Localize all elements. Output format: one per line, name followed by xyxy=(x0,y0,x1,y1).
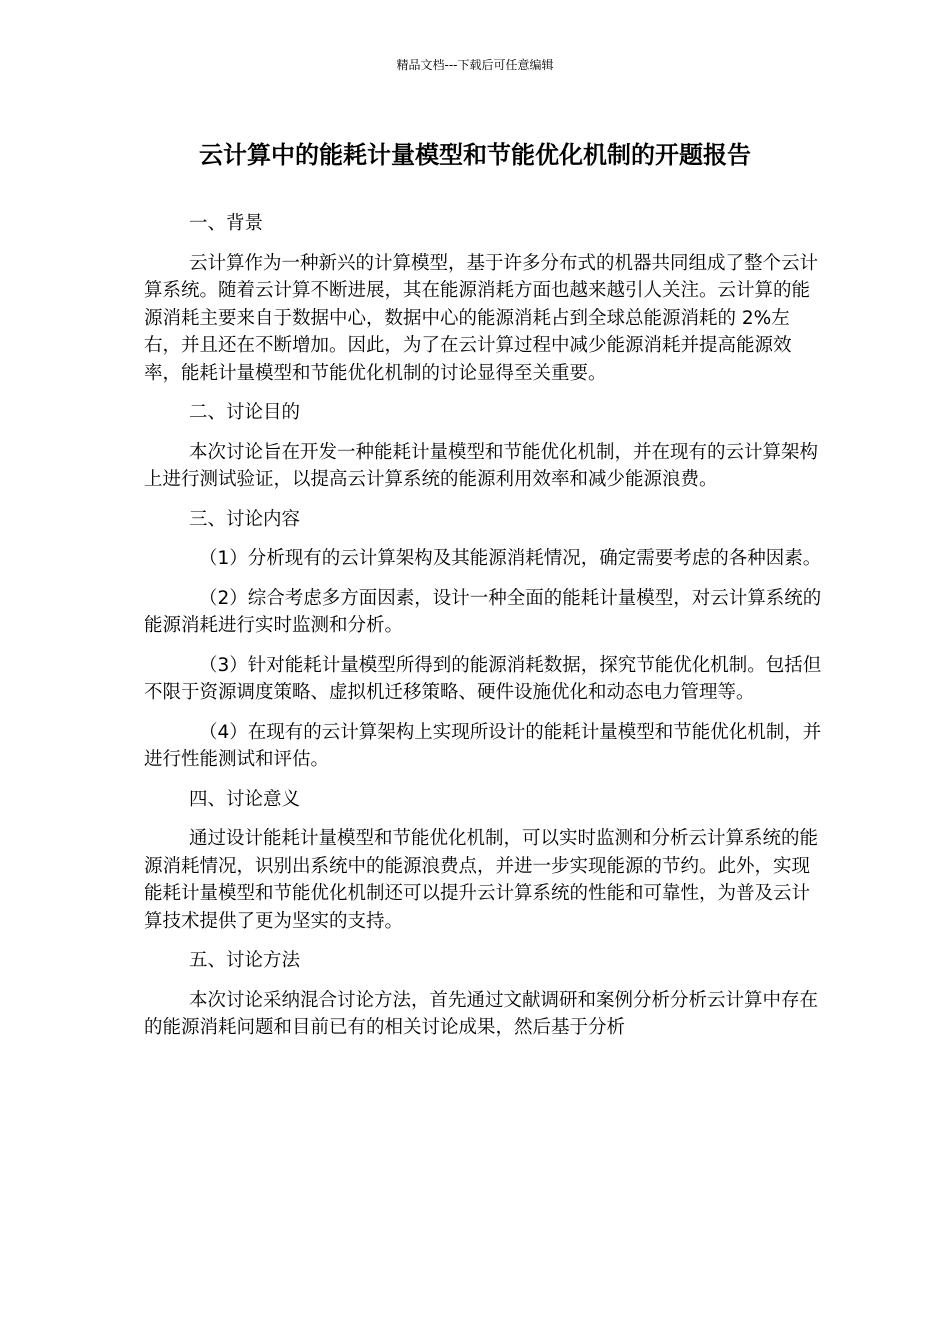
significance-paragraph: 通过设计能耗计量模型和节能优化机制，可以实时监测和分析云计算系统的能源消耗情况，识别出系统中的能源浪费点，并进一步实现能源的节约。此外，实现能耗计量模型和节能优化机制还可以提升云计算系统的性能和可靠性，为普及云计算技术提供了更为坚实的支持。 xyxy=(144,828,819,932)
content-item-4: （4）在现有的云计算架构上实现所设计的能耗计量模型和节能优化机制，并进行性能测试和评估。 xyxy=(144,721,822,770)
section-heading-method: 五、讨论方法 xyxy=(189,950,301,971)
section-heading-content: 三、讨论内容 xyxy=(189,508,301,530)
content-item-1: （1）分析现有的云计算架构及其能源消耗情况，确定需要考虑的各种因素。 xyxy=(199,548,822,569)
page-header-note: 精品文档---下载后可任意编辑 xyxy=(396,58,554,72)
section-heading-purpose: 二、讨论目的 xyxy=(189,402,301,423)
content-item-3: （3）针对能耗计量模型所得到的能源消耗数据，探究节能优化机制。包括但不限于资源调度策略、虚拟机迁移策略、硬件设施优化和动态电力管理等。 xyxy=(144,654,822,703)
content-item-2: （2）综合考虑多方面因素，设计一种全面的能耗计量模型，对云计算系统的能源消耗进行实时监测和分析。 xyxy=(144,587,822,636)
document-title: 云计算中的能耗计量模型和节能优化机制的开题报告 xyxy=(199,141,751,169)
section-heading-significance: 四、讨论意义 xyxy=(189,788,301,810)
document-body xyxy=(144,210,824,1054)
method-paragraph: 本次讨论采纳混合讨论方法，首先通过文献调研和案例分析分析云计算中存在的能源消耗问题和目前已有的相关讨论成果，然后基于分析 xyxy=(144,989,819,1038)
section-heading-background: 一、背景 xyxy=(189,213,264,234)
background-paragraph: 云计算作为一种新兴的计算模型，基于许多分布式的机器共同组成了整个云计算系统。随着云计算不断进展，其在能源消耗方面也越来越引人关注。云计算的能源消耗主要来自于数据中心，数据中心的能源消耗占到全球总能源消耗的 2%左右，并且还在不断增加。因此，为了在云计算过程中减少能源消耗并提高能源效率，能耗计量模型和节能优化机制的讨论显得至关重要。 xyxy=(144,252,819,384)
purpose-paragraph: 本次讨论旨在开发一种能耗计量模型和节能优化机制，并在现有的云计算架构上进行测试验证，以提高云计算系统的能源利用效率和减少能源浪费。 xyxy=(144,441,819,490)
